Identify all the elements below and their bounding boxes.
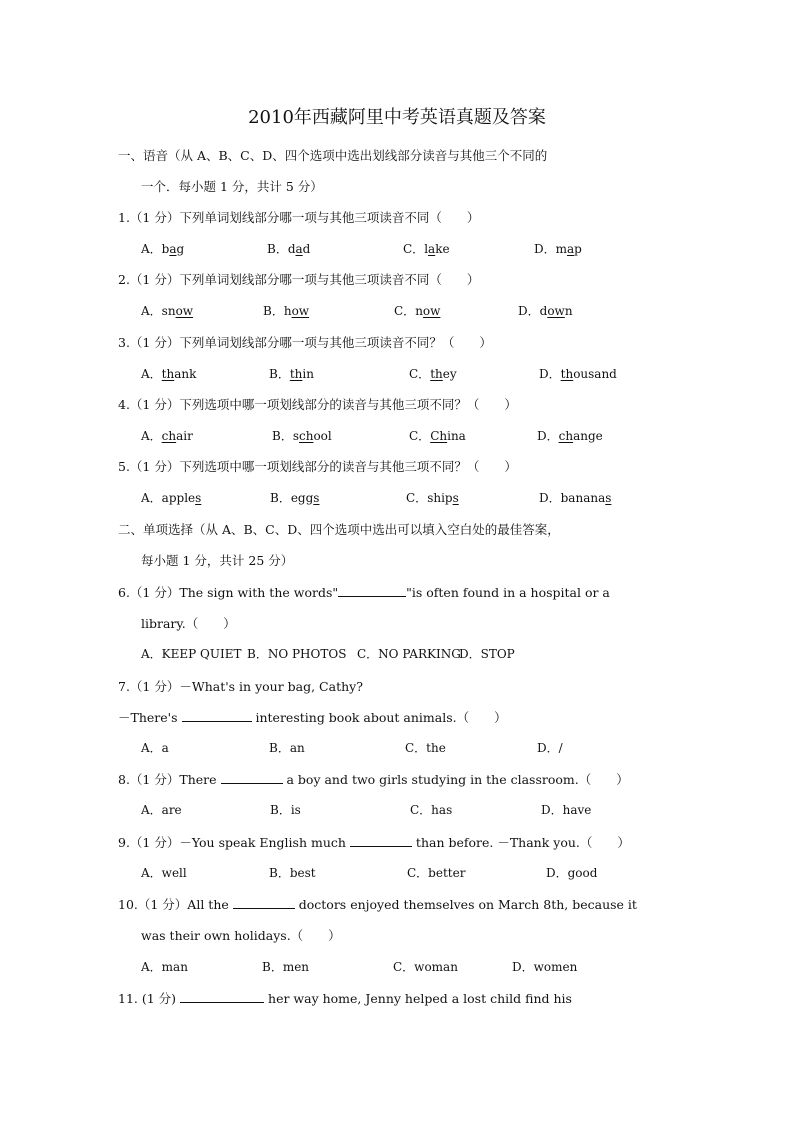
option-c[interactable]: C．NO PARKING: [357, 647, 461, 661]
answer-blank[interactable]: [338, 584, 406, 597]
question-1-stem: 1.（1 分）下列单词划线部分哪一项与其他三项读音不同（ ）: [118, 210, 480, 225]
question-9-line: 9.（1 分）－You speak English much than before. －Thank you.（ ）: [118, 835, 630, 850]
answer-blank[interactable]: [221, 771, 283, 784]
question-10-line2: was their own holidays.（ ）: [141, 928, 341, 943]
option-d[interactable]: D．have: [541, 803, 592, 817]
option-b[interactable]: B．is: [270, 803, 301, 817]
option-b[interactable]: B．how: [263, 304, 310, 318]
question-8-line: 8.（1 分）There a boy and two girls studying in the classroom.（ ）: [118, 772, 629, 787]
option-b[interactable]: B．NO PHOTOS: [247, 647, 347, 661]
option-a[interactable]: A．well: [141, 866, 187, 880]
question-6-line1: 6.（1 分）The sign with the words" "is often found in a hospital or a: [118, 585, 610, 600]
option-d[interactable]: D．STOP: [459, 647, 515, 661]
section1-heading-line1: 一、语音（从 A、B、C、D、四个选项中选出划线部分读音与其他三个不同的: [118, 148, 548, 163]
question-10-line1: 10.（1 分）All the doctors enjoyed themselves on March 8th, because it: [118, 897, 637, 912]
option-a[interactable]: A．thank: [141, 367, 197, 381]
option-a[interactable]: A．snow: [141, 304, 194, 318]
option-c[interactable]: C．they: [409, 367, 457, 381]
question-7-line2: －There's interesting book about animals.（ ）: [118, 710, 507, 725]
option-a[interactable]: A．man: [141, 960, 188, 974]
option-c[interactable]: C．woman: [393, 960, 458, 974]
option-d[interactable]: D．down: [518, 304, 573, 318]
question-6-line2: library.（ ）: [141, 616, 236, 631]
option-b[interactable]: B．an: [269, 741, 305, 755]
answer-blank[interactable]: [182, 709, 252, 722]
option-c[interactable]: C．lake: [403, 242, 450, 256]
question-4-stem: 4.（1 分）下列选项中哪一项划线部分的读音与其他三项不同？（ ）: [118, 397, 517, 412]
option-a[interactable]: A．bag: [141, 242, 185, 256]
question-2-stem: 2.（1 分）下列单词划线部分哪一项与其他三项读音不同（ ）: [118, 272, 480, 287]
option-d[interactable]: D．change: [537, 429, 603, 443]
section2-heading-line1: 二、单项选择（从 A、B、C、D、四个选项中选出可以填入空白处的最佳答案，: [118, 522, 560, 537]
section1-heading-line2: 一个．每小题 1 分，共计 5 分）: [141, 179, 323, 194]
option-d[interactable]: D．women: [512, 960, 578, 974]
option-c[interactable]: C．has: [410, 803, 453, 817]
option-d[interactable]: D．map: [534, 242, 582, 256]
option-d[interactable]: D．good: [546, 866, 598, 880]
option-d[interactable]: D．bananas: [539, 491, 612, 505]
option-c[interactable]: C．China: [409, 429, 466, 443]
document-title: 2010年西藏阿里中考英语真题及答案: [248, 107, 546, 128]
option-a[interactable]: A．a: [141, 741, 169, 755]
option-b[interactable]: B．best: [269, 866, 316, 880]
option-d[interactable]: D．/: [537, 741, 563, 755]
option-a[interactable]: A．are: [141, 803, 182, 817]
option-c[interactable]: C．better: [407, 866, 466, 880]
section2-heading-line2: 每小题 1 分，共计 25 分）: [141, 553, 294, 568]
answer-blank[interactable]: [233, 896, 295, 909]
option-c[interactable]: C．the: [405, 741, 446, 755]
question-11-line: 11. (1 分) her way home, Jenny helped a lost child find his: [118, 991, 572, 1006]
option-d[interactable]: D．thousand: [539, 367, 617, 381]
option-a[interactable]: A．apples: [141, 491, 202, 505]
option-b[interactable]: B．dad: [267, 242, 311, 256]
question-7-line1: 7.（1 分）－What's in your bag, Cathy?: [118, 679, 363, 694]
option-b[interactable]: B．school: [272, 429, 332, 443]
option-a[interactable]: A．KEEP QUIET: [141, 647, 242, 661]
option-c[interactable]: C．now: [394, 304, 441, 318]
option-c[interactable]: C．ships: [406, 491, 459, 505]
option-b[interactable]: B．thin: [269, 367, 314, 381]
answer-blank[interactable]: [180, 990, 264, 1003]
option-a[interactable]: A．chair: [141, 429, 193, 443]
question-5-stem: 5.（1 分）下列选项中哪一项划线部分的读音与其他三项不同？（ ）: [118, 459, 517, 474]
answer-blank[interactable]: [350, 834, 412, 847]
option-b[interactable]: B．men: [262, 960, 310, 974]
question-3-stem: 3.（1 分）下列单词划线部分哪一项与其他三项读音不同？（ ）: [118, 335, 492, 350]
option-b[interactable]: B．eggs: [270, 491, 320, 505]
